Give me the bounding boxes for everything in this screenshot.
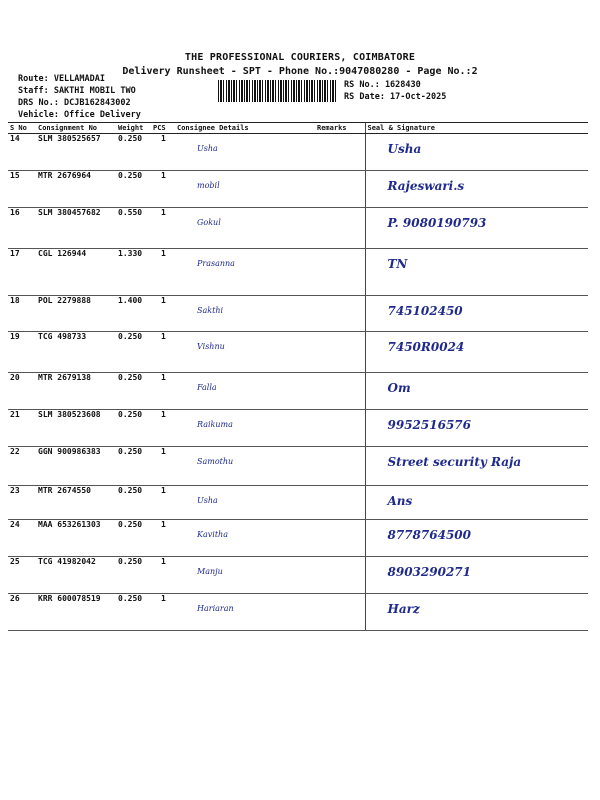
pcs-cell [151,171,175,208]
consignment-cell-text: MTR 2674550 [38,486,91,495]
consignment-cell-text: MTR 2679138 [38,373,91,382]
consignee-signature-text: Hariaran [197,604,234,613]
consignment-cell-text: MAA 653261303 [38,520,101,529]
table-row [8,332,588,373]
table-row [8,171,588,208]
consignee-signature [175,134,315,171]
pcs-cell-text: 1 [161,373,166,382]
consignment-cell-text: SLM 380523608 [38,410,101,419]
weight-cell-text: 0.250 [118,171,143,180]
weight-cell [116,520,151,557]
consignee-signature-text: Gokul [197,218,221,227]
table-row [8,594,588,631]
table-row [8,208,588,249]
pcs-cell [151,520,175,557]
runsheet-table [8,122,588,631]
table-row [8,447,588,486]
sno-cell [8,557,36,594]
consignee-signature-text: mobil [197,181,220,190]
consignee-signature [175,594,315,631]
weight-cell [116,486,151,520]
weight-cell [116,373,151,410]
consignment-cell-text: POL 2279888 [38,296,91,305]
route-label: Route: VELLAMADAI [18,74,105,84]
consignee-signature [175,249,315,296]
sno-cell-text: 24 [10,520,20,529]
pcs-cell-text: 1 [161,447,166,456]
sno-cell [8,373,36,410]
table-row [8,486,588,520]
seal-signature-text: Om [387,381,411,395]
seal-signature [365,171,588,208]
pcs-cell [151,447,175,486]
pcs-cell-text: 1 [161,557,166,566]
weight-cell [116,134,151,171]
sno-cell-text: 21 [10,410,20,419]
consignee-signature-text: Usha [197,144,218,153]
pcs-cell-text: 1 [161,332,166,341]
remarks-cell [315,447,365,486]
weight-cell [116,332,151,373]
rs-number: RS No.: 1628430 [344,80,421,90]
consignment-cell [36,520,116,557]
pcs-cell [151,594,175,631]
sno-cell [8,447,36,486]
weight-cell-text: 1.330 [118,249,143,258]
sno-cell [8,410,36,447]
weight-cell-text: 0.250 [118,447,143,456]
seal-signature [365,447,588,486]
sno-cell-text: 22 [10,447,20,456]
consignment-cell [36,410,116,447]
consignee-signature-text: Usha [197,496,218,505]
consignment-cell [36,373,116,410]
consignee-signature-text: Falla [197,383,217,392]
pcs-cell [151,332,175,373]
sno-cell [8,134,36,171]
sno-cell [8,249,36,296]
sno-cell [8,520,36,557]
drs-label: DRS No.: DCJB162843002 [18,98,131,108]
col-sno: S No [8,123,36,134]
pcs-cell [151,557,175,594]
consignee-signature [175,520,315,557]
sno-cell [8,208,36,249]
col-pcs: PCS [151,123,175,134]
seal-signature-text: Harz [387,602,420,616]
table-row [8,557,588,594]
weight-cell-text: 0.250 [118,410,143,419]
consignee-signature [175,296,315,332]
seal-signature-text: Rajeswari.s [387,179,465,193]
seal-signature [365,557,588,594]
seal-signature-text: Ans [387,494,413,508]
weight-cell-text: 0.250 [118,520,143,529]
pcs-cell-text: 1 [161,486,166,495]
weight-cell [116,249,151,296]
vehicle-label: Vehicle: Office Delivery [18,110,141,120]
barcode [218,80,336,102]
pcs-cell-text: 1 [161,134,166,143]
consignee-signature [175,208,315,249]
seal-signature [365,520,588,557]
col-consignee: Consignee Details [175,123,315,134]
sno-cell-text: 25 [10,557,20,566]
consignee-signature-text: Vishnu [197,342,225,351]
remarks-cell [315,134,365,171]
consignment-cell [36,134,116,171]
staff-label: Staff: SAKTHI MOBIL TWO [18,86,136,96]
weight-cell [116,171,151,208]
company-name: THE PROFESSIONAL COURIERS, COIMBATORE [184,52,416,63]
table-row [8,373,588,410]
consignment-cell [36,447,116,486]
consignee-signature [175,557,315,594]
weight-cell-text: 0.250 [118,332,143,341]
remarks-cell [315,410,365,447]
pcs-cell [151,486,175,520]
consignee-signature-text: Kavitha [197,530,228,539]
col-remarks: Remarks [315,123,365,134]
remarks-cell [315,332,365,373]
sno-cell-text: 20 [10,373,20,382]
sno-cell-text: 23 [10,486,20,495]
seal-signature [365,296,588,332]
consignee-signature-text: Sakthi [197,306,224,315]
weight-cell [116,447,151,486]
sno-cell [8,594,36,631]
weight-cell-text: 0.550 [118,208,143,217]
col-weight: Weight [116,123,151,134]
pcs-cell [151,410,175,447]
consignment-cell-text: MTR 2676964 [38,171,91,180]
remarks-cell [315,373,365,410]
pcs-cell-text: 1 [161,171,166,180]
weight-cell-text: 0.250 [118,134,143,143]
table-row [8,410,588,447]
sno-cell [8,171,36,208]
consignment-cell-text: CGL 126944 [38,249,87,258]
table-header [8,123,588,134]
consignment-cell [36,171,116,208]
pcs-cell-text: 1 [161,208,166,217]
remarks-cell [315,249,365,296]
seal-signature-text: P. 9080190793 [387,216,487,230]
col-consignment: Consignment No [36,123,116,134]
consignee-signature [175,332,315,373]
consignment-cell-text: TCG 498733 [38,332,87,341]
remarks-cell [315,296,365,332]
weight-cell-text: 0.250 [118,486,143,495]
sno-cell [8,486,36,520]
pcs-cell-text: 1 [161,594,166,603]
sno-cell-text: 26 [10,594,20,603]
pcs-cell-text: 1 [161,249,166,258]
consignee-signature-text: Prasanna [197,259,235,268]
weight-cell [116,594,151,631]
consignment-cell-text: SLM 380525657 [38,134,101,143]
consignee-signature-text: Raikuma [197,420,233,429]
table-row [8,134,588,171]
remarks-cell [315,171,365,208]
seal-signature [365,208,588,249]
seal-signature [365,594,588,631]
seal-signature-text: Street security Raja [387,455,522,469]
pcs-cell-text: 1 [161,296,166,305]
consignee-signature [175,171,315,208]
seal-signature [365,249,588,296]
consignee-signature [175,447,315,486]
col-seal: Seal & Signature [365,123,588,134]
weight-cell [116,410,151,447]
table-row [8,296,588,332]
consignee-signature [175,410,315,447]
seal-signature-text: 8903290271 [387,565,471,579]
table-row [8,249,588,296]
seal-signature-text: 9952516576 [387,418,471,432]
pcs-cell [151,208,175,249]
table-row [8,520,588,557]
consignment-cell [36,208,116,249]
consignment-cell [36,557,116,594]
seal-signature-text: TN [387,257,408,271]
consignment-cell-text: KRR 600078519 [38,594,101,603]
seal-signature [365,410,588,447]
pcs-cell-text: 1 [161,520,166,529]
sno-cell-text: 17 [10,249,20,258]
consignment-cell-text: GGN 900986383 [38,447,101,456]
consignee-signature [175,373,315,410]
pcs-cell [151,134,175,171]
weight-cell [116,208,151,249]
weight-cell-text: 0.250 [118,594,143,603]
runsheet-title: Delivery Runsheet - SPT - Phone No.:9047080280 - Page No.:2 [122,66,478,77]
seal-signature [365,486,588,520]
seal-signature [365,134,588,171]
consignment-cell [36,296,116,332]
remarks-cell [315,486,365,520]
pcs-cell [151,296,175,332]
sno-cell [8,296,36,332]
weight-cell-text: 1.400 [118,296,143,305]
sno-cell-text: 15 [10,171,20,180]
consignment-cell [36,249,116,296]
consignment-cell [36,594,116,631]
sno-cell [8,332,36,373]
weight-cell-text: 0.250 [118,373,143,382]
seal-signature [365,332,588,373]
remarks-cell [315,520,365,557]
pcs-cell [151,249,175,296]
seal-signature-text: Usha [387,142,422,156]
remarks-cell [315,557,365,594]
remarks-cell [315,594,365,631]
seal-signature-text: 745102450 [387,304,463,318]
seal-signature-text: 8778764500 [387,528,471,542]
weight-cell [116,296,151,332]
consignee-signature-text: Samothu [197,457,234,466]
consignment-cell [36,486,116,520]
seal-signature [365,373,588,410]
seal-signature-text: 7450R0024 [387,340,465,354]
remarks-cell [315,208,365,249]
weight-cell [116,557,151,594]
sno-cell-text: 14 [10,134,20,143]
consignee-signature-text: Manju [197,567,223,576]
sno-cell-text: 18 [10,296,20,305]
consignment-cell [36,332,116,373]
consignee-signature [175,486,315,520]
pcs-cell [151,373,175,410]
consignment-cell-text: TCG 41982042 [38,557,96,566]
sno-cell-text: 19 [10,332,20,341]
sno-cell-text: 16 [10,208,20,217]
rs-date: RS Date: 17-Oct-2025 [344,92,447,102]
consignment-cell-text: SLM 380457682 [38,208,101,217]
pcs-cell-text: 1 [161,410,166,419]
weight-cell-text: 0.250 [118,557,143,566]
